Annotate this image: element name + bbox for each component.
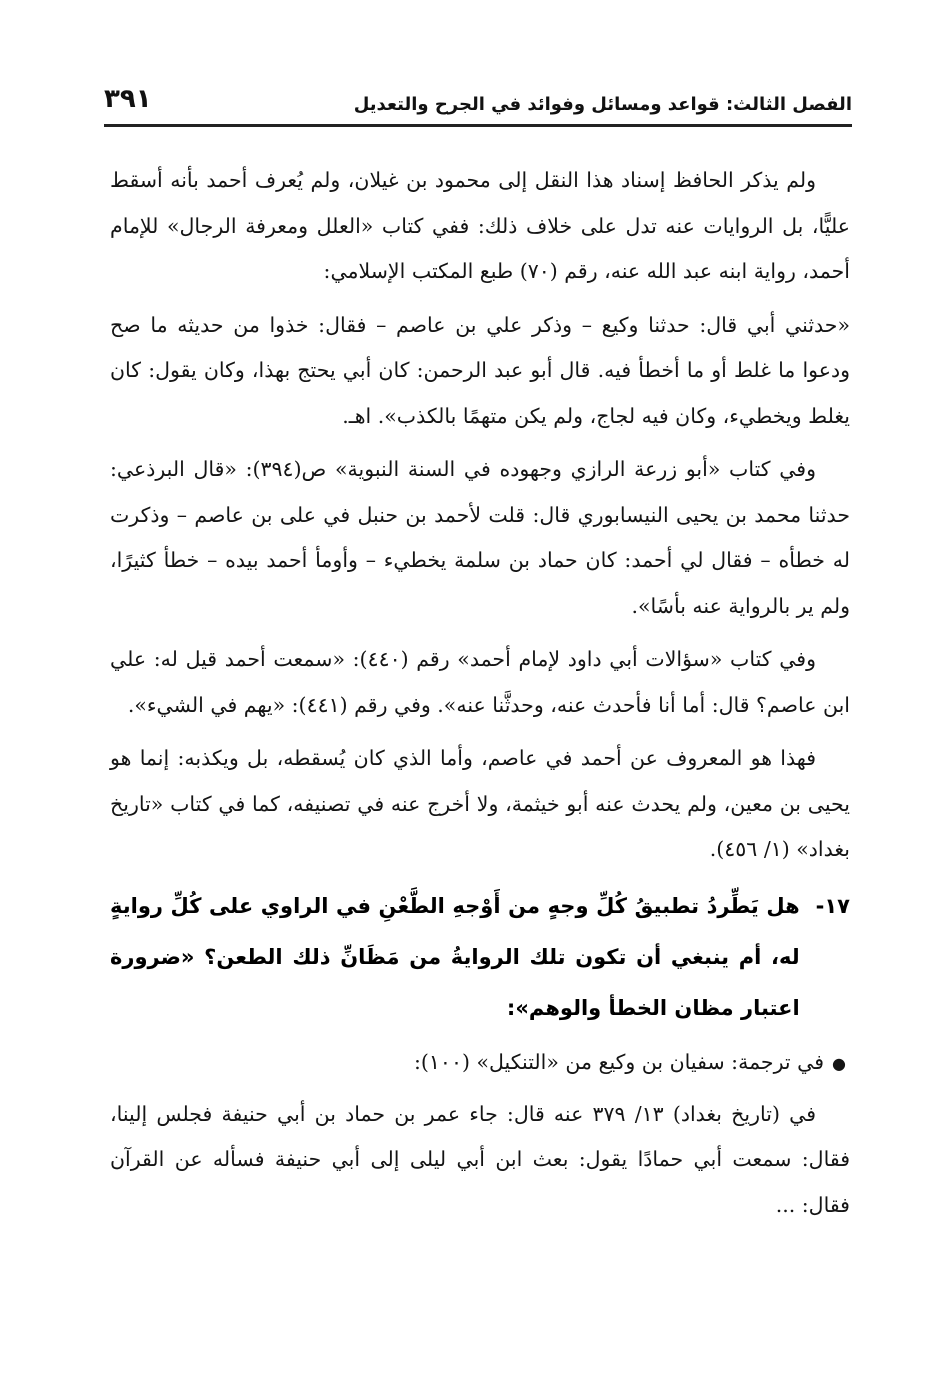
paragraph-2-quote: «حدثني أبي قال: حدثنا وكيع – وذكر علي بن عاصم – فقال: خذوا من حديثه ما صح ودعوا ما غلط أو ما أخطأ فيه. قال أبو عبد الرحمن: كان أبي يحتج بهذا، وكان يقول: كان يغلط ويخطيء، وكان فيه لجاج، ولم يكن متهمًا بالكذب». اهـ. xyxy=(110,312,850,428)
page-body xyxy=(110,158,850,1236)
paragraph-3: وفي كتاب «أبو زرعة الرازي وجهوده في السنة النبوية» ص(٣٩٤): «قال البرذعي: حدثنا محمد بن يحيى النيسابوري قال: قلت لأحمد بن حنبل في على بن عاصم – وذكرت له خطأه – فقال لي أحمد: كان حماد بن سلمة يخطيء – وأومأ أحمد بيده – خطأ كثيرًا، ولم ير بالرواية عنه بأسًا». xyxy=(110,457,850,618)
bullet-text: في ترجمة: سفيان بن وكيع من «التنكيل» (١٠٠): xyxy=(414,1049,825,1074)
header-rule xyxy=(104,124,852,127)
page-header xyxy=(104,72,852,122)
section-heading xyxy=(110,881,850,1034)
bullet-icon: ● xyxy=(832,1053,846,1073)
running-title: الفصل الثالث: قواعد ومسائل وفوائد في الجرح والتعديل xyxy=(353,94,852,115)
bullet-item xyxy=(110,1040,850,1086)
paragraph-1: ولم يذكر الحافظ إسناد هذا النقل إلى محمود بن غيلان، ولم يُعرف أحمد بأنه أسقط عليًّا، بل الروايات عنه تدل على خلاف ذلك: ففي كتاب «العلل ومعرفة الرجال» للإمام أحمد، رواية ابنه عبد الله عنه، رقم (٧٠) طبع المكتب الإسلامي: xyxy=(110,168,850,283)
section-heading-text: هل يَطِّردُ تطبيقُ كُلِّ وجهٍ من أَوْجهِ الطَّعْنِ في الراوي على كُلِّ روايةٍ له، أم ينبغي أن تكون تلك الروايةُ من مَظَانِّ ذلك الطعن؟ «ضرورة اعتبار مظان الخطأ والوهم»: xyxy=(110,893,800,1020)
page-number: ٣٩١ xyxy=(104,84,152,114)
paragraph-4: وفي كتاب «سؤالات أبي داود لإمام أحمد» رقم (٤٤٠): «سمعت أحمد قيل له: علي ابن عاصم؟ قال: أما أنا فأحدث عنه، وحدثَّنا عنه». وفي رقم (٤٤١): «يهم في الشيء». xyxy=(110,647,850,717)
section-number: ١٧- xyxy=(815,893,850,918)
paragraph-5: فهذا هو المعروف عن أحمد في عاصم، وأما الذي كان يُسقطه، بل ويكذبه: إنما هو يحيى بن معين، ولم يحدث عنه أبو خيثمة، ولا أخرج عنه في تصنيفه، كما في كتاب «تاريخ بغداد» (١/ ٤٥٦). xyxy=(110,746,850,861)
paragraph-6: في (تاريخ بغداد) ١٣/ ٣٧٩ عنه قال: جاء عمر بن حماد بن أبي حنيفة فجلس إلينا، فقال: سمعت أبي حمادًا يقول: بعث ابن أبي ليلى إلى أبي حنيفة فسأله عن القرآن فقال: ... xyxy=(110,1101,850,1217)
